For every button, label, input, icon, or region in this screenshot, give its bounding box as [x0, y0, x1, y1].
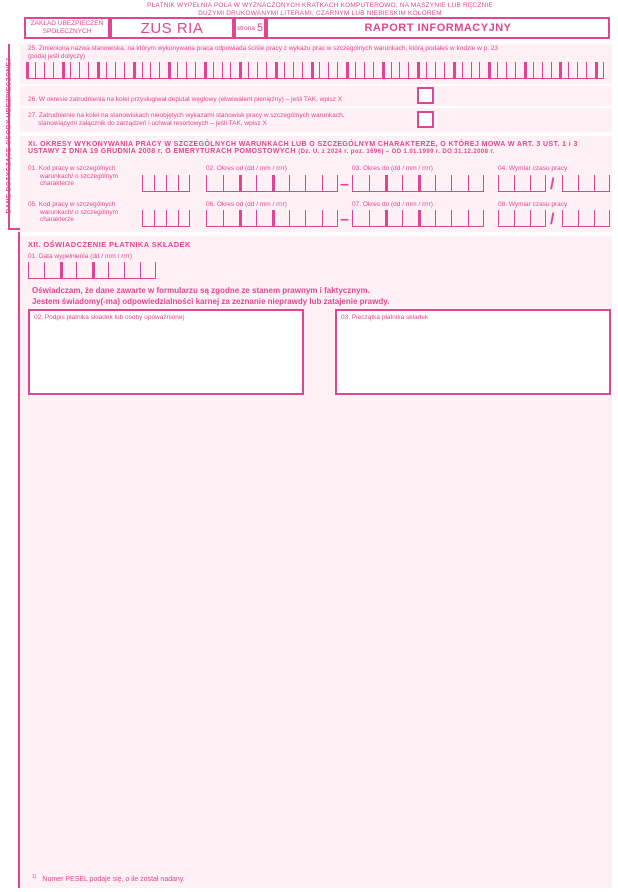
digit-cell[interactable] [418, 210, 435, 227]
side-section-label: DANE DOTYCZĄCE OSOBY UBEZPIECZONEJ [5, 57, 13, 214]
stamp-box[interactable] [335, 309, 611, 395]
digit-cell[interactable] [462, 62, 471, 79]
digit-cell[interactable] [515, 62, 524, 79]
xi-row1-to-label: 03. Okres do (dd / mm / rrrr) [352, 165, 433, 172]
footnote-text: Numer PESEL podaje się, o ile został nadany. [42, 876, 185, 884]
xi-row2-code-field[interactable] [142, 210, 190, 227]
digit-cell[interactable] [272, 210, 289, 227]
digit-cell[interactable] [311, 62, 320, 79]
digit-cell[interactable] [595, 62, 604, 79]
digit-cell[interactable] [178, 175, 190, 192]
digit-cell[interactable] [248, 62, 257, 79]
xi-row1-code-field[interactable] [142, 175, 190, 192]
q25-label: 25. Zmieniona nazwa stanowiska, na którym wykonywana praca odpowiada ściśle pracy z wykazu prac w szczególnych warunkach, którą podałeś w kodzie w p. 23 (podaj jeśli dotyczy) [28, 45, 499, 60]
xi-row1-from-field[interactable] [206, 175, 338, 192]
instruction-note: PŁATNIK WYPEŁNIA POLA W WYZNACZONYCH KRATKACH KOMPUTEROWO, NA MASZYNIE LUB RĘCZNIE DUŻYMI DRUKOWANYMI LITERAMI, CZARNYM LUB NIEBIESKIM KOLOREM [147, 2, 493, 17]
digit-cell[interactable] [293, 62, 302, 79]
xi-row2-from-field[interactable] [206, 210, 338, 227]
digit-cell[interactable] [453, 62, 462, 79]
signature-label: 02. Podpis płatnika składek lub osoby upoważnionej [34, 314, 184, 321]
digit-cell[interactable] [142, 175, 154, 192]
digit-cell[interactable] [92, 262, 108, 279]
digit-cell[interactable] [178, 210, 190, 227]
digit-cell[interactable] [133, 62, 142, 79]
digit-cell[interactable] [204, 62, 213, 79]
xi-row2-time-numerator[interactable] [498, 210, 546, 227]
digit-cell[interactable] [230, 62, 239, 79]
digit-cell[interactable] [514, 175, 530, 192]
digit-cell[interactable] [369, 210, 386, 227]
digit-cell[interactable] [533, 62, 542, 79]
digit-cell[interactable] [26, 62, 35, 79]
digit-cell[interactable] [76, 262, 92, 279]
xi-row2-slash: / [550, 211, 555, 228]
digit-cell[interactable] [302, 62, 311, 79]
digit-cell[interactable] [451, 175, 468, 192]
page-indicator [234, 17, 266, 39]
digit-cell[interactable] [551, 62, 560, 79]
digit-cell[interactable] [451, 210, 468, 227]
digit-cell[interactable] [88, 62, 97, 79]
digit-cell[interactable] [159, 62, 168, 79]
digit-cell[interactable] [150, 62, 159, 79]
stamp-label: 03. Pieczątka płatnika składek [341, 314, 429, 321]
digit-cell[interactable] [385, 210, 402, 227]
signature-box[interactable] [28, 309, 304, 395]
digit-cell[interactable] [177, 62, 186, 79]
digit-cell[interactable] [79, 62, 88, 79]
digit-cell[interactable] [115, 62, 124, 79]
digit-cell[interactable] [53, 62, 62, 79]
digit-cell[interactable] [223, 210, 240, 227]
digit-cell[interactable] [369, 175, 386, 192]
xi-row1-code-label: 01. Kod pracy w szczególnych warunkach/ o szczególnym charakterze [28, 165, 119, 187]
digit-cell[interactable] [142, 62, 151, 79]
digit-cell[interactable] [530, 175, 546, 192]
digit-cell[interactable] [239, 62, 248, 79]
digit-cell[interactable] [568, 62, 577, 79]
footnote-marker: 1) [32, 874, 37, 880]
digit-cell[interactable] [402, 210, 419, 227]
digit-cell[interactable] [399, 62, 408, 79]
digit-cell[interactable] [97, 62, 106, 79]
digit-cell[interactable] [562, 175, 578, 192]
xi-row1-from-label: 02. Okres od (dd / mm / rrrr) [206, 165, 287, 172]
section-xii-title: XII. OŚWIADCZENIE PŁATNIKA SKŁADEK [28, 240, 191, 249]
digit-cell[interactable] [328, 62, 337, 79]
digit-cell[interactable] [402, 175, 419, 192]
digit-cell[interactable] [577, 62, 586, 79]
digit-cell[interactable] [60, 262, 76, 279]
xi-row2-time-label: 08. Wymiar czasu pracy [498, 201, 568, 208]
digit-cell[interactable] [106, 62, 115, 79]
footnote [32, 874, 185, 883]
digit-cell[interactable] [578, 175, 594, 192]
digit-cell[interactable] [578, 210, 594, 227]
page-number: 5 [256, 22, 264, 34]
digit-cell[interactable] [222, 62, 231, 79]
digit-cell[interactable] [239, 175, 256, 192]
digit-cell[interactable] [594, 210, 610, 227]
digit-cell[interactable] [256, 210, 273, 227]
digit-cell[interactable] [352, 210, 369, 227]
digit-cell[interactable] [542, 62, 551, 79]
digit-cell[interactable] [213, 62, 222, 79]
digit-cell[interactable] [44, 262, 60, 279]
declaration-text: Oświadczam, że dane zawarte w formularzu są zgodne ze stanem prawnym i faktycznym. Jestem świadomy(-ma) odpowiedzialności karnej za zeznanie nieprawdy lub zatajenie prawdy. [32, 286, 390, 306]
xi-row2-code-label: 05. Kod pracy w szczególnych warunkach/ o szczególnym charakterze [28, 201, 119, 223]
digit-cell[interactable] [257, 62, 266, 79]
digit-cell[interactable] [435, 62, 444, 79]
digit-cell[interactable] [195, 62, 204, 79]
xi-row2-from-label: 06. Okres od (dd / mm / rrrr) [206, 201, 287, 208]
q25-name-field[interactable] [26, 62, 604, 79]
digit-cell[interactable] [373, 62, 382, 79]
digit-cell[interactable] [108, 262, 124, 279]
q27-label: 27. Zatrudnienie na kolei na stanowiskach nieobjętych wykazami stanowisk pracy w szczególnych warunkach, stanowiącymi załącznik do zarządzeń i uchwał resortowych – jeśli TAK, wpisz X [28, 112, 345, 127]
digit-cell[interactable] [166, 175, 178, 192]
digit-cell[interactable] [206, 210, 223, 227]
xi-row2-to-field[interactable] [352, 210, 484, 227]
digit-cell[interactable] [186, 62, 195, 79]
digit-cell[interactable] [154, 175, 166, 192]
digit-cell[interactable] [289, 175, 306, 192]
digit-cell[interactable] [435, 210, 452, 227]
digit-cell[interactable] [319, 62, 328, 79]
digit-cell[interactable] [272, 175, 289, 192]
digit-cell[interactable] [471, 62, 480, 79]
digit-cell[interactable] [28, 262, 44, 279]
xi-row1-time-numerator[interactable] [498, 175, 546, 192]
xi-row1-dash: – [340, 176, 349, 193]
page-label: strona [236, 24, 255, 32]
digit-cell[interactable] [355, 62, 364, 79]
digit-cell[interactable] [140, 262, 156, 279]
digit-cell[interactable] [468, 175, 485, 192]
digit-cell[interactable] [506, 62, 515, 79]
digit-cell[interactable] [562, 210, 578, 227]
digit-cell[interactable] [435, 175, 452, 192]
digit-cell[interactable] [44, 62, 53, 79]
digit-cell[interactable] [289, 210, 306, 227]
page-title: RAPORT INFORMACYJNY [266, 17, 610, 39]
digit-cell[interactable] [168, 62, 177, 79]
digit-cell[interactable] [346, 62, 355, 79]
digit-cell[interactable] [35, 62, 44, 79]
institution-name-line1: ZAKŁAD UBEZPIECZEŃ [30, 20, 104, 27]
digit-cell[interactable] [206, 175, 223, 192]
fill-date-field[interactable] [28, 262, 156, 279]
digit-cell[interactable] [417, 62, 426, 79]
digit-cell[interactable] [322, 210, 339, 227]
digit-cell[interactable] [305, 175, 322, 192]
digit-cell[interactable] [266, 62, 275, 79]
digit-cell[interactable] [497, 62, 506, 79]
digit-cell[interactable] [124, 262, 140, 279]
digit-cell[interactable] [62, 62, 71, 79]
digit-cell[interactable] [364, 62, 373, 79]
form-code: ZUS RIA [110, 17, 234, 39]
digit-cell[interactable] [479, 62, 488, 79]
digit-cell[interactable] [305, 210, 322, 227]
digit-cell[interactable] [223, 175, 240, 192]
digit-cell[interactable] [498, 210, 514, 227]
digit-cell[interactable] [444, 62, 453, 79]
xi-row2-dash: – [340, 211, 349, 228]
digit-cell[interactable] [352, 175, 369, 192]
xi-row1-time-label: 04. Wymiar czasu pracy [498, 165, 568, 172]
xi-row1-to-field[interactable] [352, 175, 484, 192]
digit-cell[interactable] [408, 62, 417, 79]
digit-cell[interactable] [337, 62, 346, 79]
digit-cell[interactable] [70, 62, 79, 79]
digit-cell[interactable] [239, 210, 256, 227]
digit-cell[interactable] [586, 62, 595, 79]
digit-cell[interactable] [166, 210, 178, 227]
digit-cell[interactable] [142, 210, 154, 227]
fill-date-label: 01. Data wypełnienia (dd / mm / rrrr) [28, 253, 133, 260]
digit-cell[interactable] [498, 175, 514, 192]
digit-cell[interactable] [594, 175, 610, 192]
digit-cell[interactable] [488, 62, 497, 79]
xi-row2-to-label: 07. Okres do (dd / mm / rrrr) [352, 201, 433, 208]
digit-cell[interactable] [275, 62, 284, 79]
institution-name-line2: SPOŁECZNYCH [42, 28, 92, 35]
digit-cell[interactable] [391, 62, 400, 79]
digit-cell[interactable] [124, 62, 133, 79]
digit-cell[interactable] [426, 62, 435, 79]
section-xi-title: XI. OKRESY WYKONYWANIA PRACY W SZCZEGÓLNYCH WARUNKACH LUB O SZCZEGÓLNYM CHARAKTERZE, O KTÓREJ MOWA W ART. 3 UST. 1 i 3 USTAWY Z DNIA 19 GRUDNIA 2008 r. O EMERYTURACH POMOSTOWYCH (Dz. U. z 2024 r. poz. 1696) – OD 1.01.1999 r. DO 31.12.2008 r. [28, 141, 578, 155]
digit-cell[interactable] [382, 62, 391, 79]
digit-cell[interactable] [284, 62, 293, 79]
q27-checkbox[interactable] [417, 111, 434, 128]
digit-cell[interactable] [385, 175, 402, 192]
q26-label: 26. W okresie zatrudnienia na kolei przysługiwał deputat węglowy (ekwiwalent pieniężny) – jeśli TAK, wpisz X [28, 96, 343, 103]
xi-row1-time-denominator[interactable] [562, 175, 610, 192]
digit-cell[interactable] [256, 175, 273, 192]
digit-cell[interactable] [559, 62, 568, 79]
digit-cell[interactable] [468, 210, 485, 227]
digit-cell[interactable] [514, 210, 530, 227]
digit-cell[interactable] [530, 210, 546, 227]
digit-cell[interactable] [418, 175, 435, 192]
institution-box [24, 17, 110, 39]
digit-cell[interactable] [154, 210, 166, 227]
xi-row2-time-denominator[interactable] [562, 210, 610, 227]
digit-cell[interactable] [524, 62, 533, 79]
digit-cell[interactable] [322, 175, 339, 192]
xi-row1-slash: / [550, 176, 555, 193]
q26-checkbox[interactable] [417, 87, 434, 104]
